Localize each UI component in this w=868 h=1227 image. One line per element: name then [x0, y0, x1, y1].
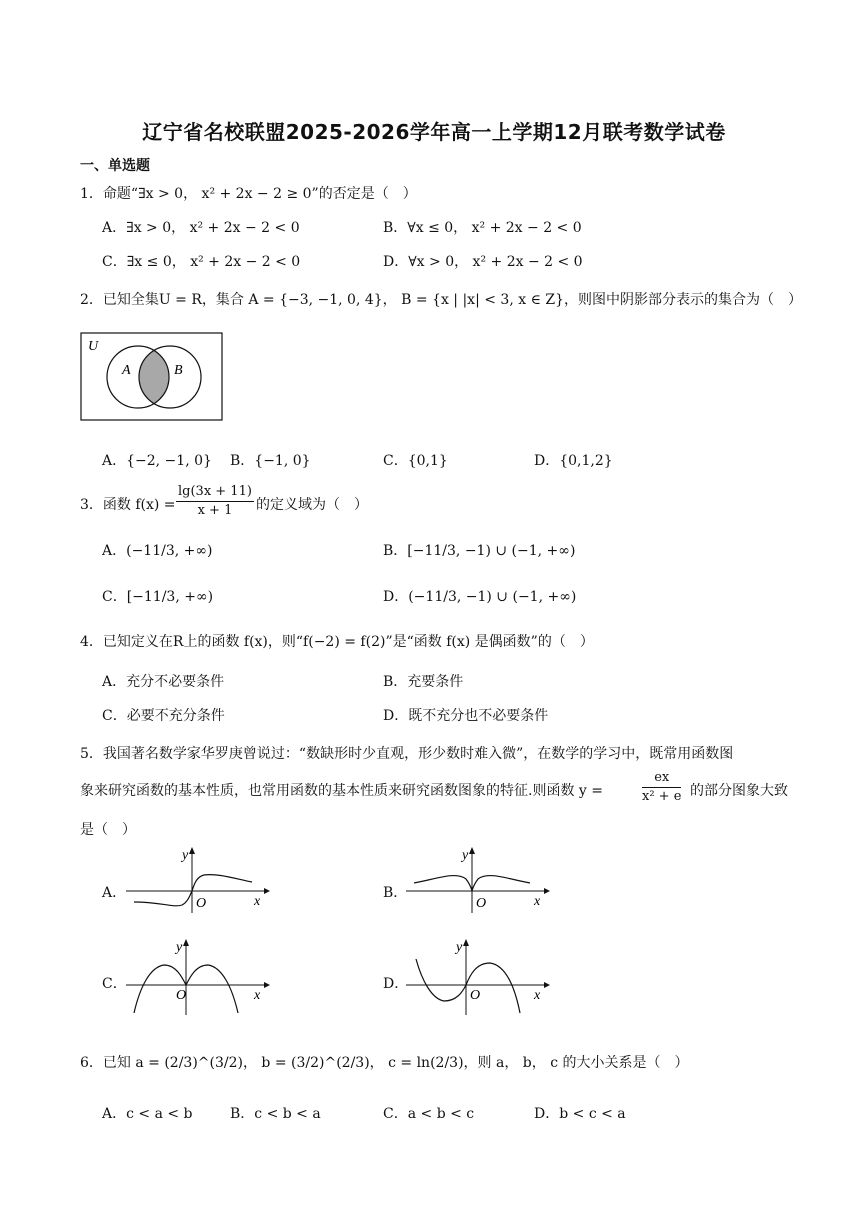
section-heading: 一、单选题 — [80, 158, 150, 174]
question-2-stem: 2．已知全集U = R，集合 A = {−3, −1, 0, 4}， B = {x | |x| < 3, x ∈ Z}，则图中阴影部分表示的集合为（ ） — [80, 292, 803, 308]
q4-option-a[interactable]: A．充分不必要条件 — [102, 674, 225, 690]
question-5-stem-line1: 5．我国著名数学家华罗庚曾说过：“数缺形时少直观，形少数时难入微”，在数学的学习中，既常用函数图 — [80, 746, 734, 762]
q5-frac-num: ex — [642, 769, 681, 788]
q4-option-b[interactable]: B．充要条件 — [383, 674, 464, 690]
q1-option-a[interactable]: A．∃x > 0， x² + 2x − 2 < 0 — [102, 220, 300, 236]
svg-text:y: y — [182, 848, 189, 863]
q2-option-c[interactable]: C．{0,1} — [383, 453, 448, 469]
q5-option-d-label[interactable]: D． — [383, 976, 409, 992]
svg-text:x: x — [254, 894, 261, 909]
question-5-stem-line3: 是（ ） — [80, 822, 136, 838]
q2-option-b[interactable]: B．{−1, 0} — [230, 453, 311, 469]
svg-text:y: y — [176, 940, 183, 955]
q3-option-c[interactable]: C．[−11/3, +∞) — [102, 589, 214, 605]
exam-title: 辽宁省名校联盟2025-2026学年高一上学期12月联考数学试卷 — [142, 120, 726, 144]
svg-text:y: y — [456, 940, 463, 955]
q6-option-d[interactable]: D．b < c < a — [534, 1106, 626, 1122]
q3-option-a[interactable]: A．(−11/3, +∞) — [102, 543, 213, 559]
q6-option-c[interactable]: C．a < b < c — [383, 1106, 475, 1122]
svg-text:O: O — [476, 896, 487, 911]
q1-option-d[interactable]: D．∀x > 0， x² + 2x − 2 < 0 — [383, 254, 583, 270]
venn-label-b: B — [174, 363, 183, 378]
question-6-stem: 6．已知 a = (2/3)^(3/2)， b = (3/2)^(2/3)， c = ln(2/3)，则 a， b， c 的大小关系是（ ） — [80, 1055, 689, 1071]
q5-option-c-label[interactable]: C． — [102, 976, 127, 992]
question-4-stem: 4．已知定义在R上的函数 f(x)，则“f(−2) = f(2)”是“函数 f(x) 是偶函数”的（ ） — [80, 634, 594, 650]
q3-frac-den: x + 1 — [197, 503, 233, 518]
q6-option-a[interactable]: A．c < a < b — [102, 1106, 193, 1122]
question-1-stem: 1．命题“∃x > 0， x² + 2x − 2 ≥ 0”的否定是（ ） — [80, 186, 417, 202]
venn-label-a: A — [122, 363, 131, 378]
svg-text:O: O — [196, 896, 207, 911]
q6-option-b[interactable]: B．c < b < a — [230, 1106, 321, 1122]
q2-option-d[interactable]: D．{0,1,2} — [534, 453, 613, 469]
q3-option-d[interactable]: D．(−11/3, −1) ∪ (−1, +∞) — [383, 589, 577, 605]
question-3-stem-suffix: 的定义域为（ ） — [256, 497, 368, 513]
question-3-stem-prefix: 3．函数 f(x) = — [80, 497, 176, 513]
q5-graph-b[interactable] — [406, 845, 551, 915]
q4-option-d[interactable]: D．既不充分也不必要条件 — [383, 708, 549, 724]
q3-fraction — [176, 483, 254, 520]
q5-option-b-label[interactable]: B． — [383, 885, 408, 901]
q5-graph-a[interactable] — [126, 845, 271, 915]
q5-frac-den: x² + e — [642, 789, 682, 804]
q4-option-c[interactable]: C．必要不充分条件 — [102, 708, 225, 724]
venn-label-u: U — [88, 339, 99, 354]
question-5-stem-line2-prefix: 象来研究函数的基本性质，也常用函数的基本性质来研究函数图象的特征.则函数 y = — [80, 783, 603, 799]
q5-graph-d[interactable] — [406, 937, 551, 1017]
question-5-stem-line2-suffix: 的部分图象大致 — [690, 783, 788, 799]
q5-graph-c[interactable] — [126, 937, 271, 1017]
svg-text:x: x — [534, 988, 541, 1003]
q3-option-b[interactable]: B．[−11/3, −1) ∪ (−1, +∞) — [383, 543, 576, 559]
svg-text:O: O — [470, 988, 481, 1003]
q2-option-a[interactable]: A．{−2, −1, 0} — [102, 453, 212, 469]
svg-text:x: x — [534, 894, 541, 909]
q3-frac-num: lg(3x + 11) — [176, 483, 254, 502]
svg-text:x: x — [254, 988, 261, 1003]
q1-option-b[interactable]: B．∀x ≤ 0， x² + 2x − 2 < 0 — [383, 220, 582, 236]
q5-option-a-label[interactable]: A． — [102, 885, 127, 901]
q1-option-c[interactable]: C．∃x ≤ 0， x² + 2x − 2 < 0 — [102, 254, 301, 270]
q5-fraction — [642, 769, 681, 806]
venn-diagram — [80, 332, 224, 422]
svg-text:O: O — [176, 988, 187, 1003]
svg-text:y: y — [462, 848, 469, 863]
